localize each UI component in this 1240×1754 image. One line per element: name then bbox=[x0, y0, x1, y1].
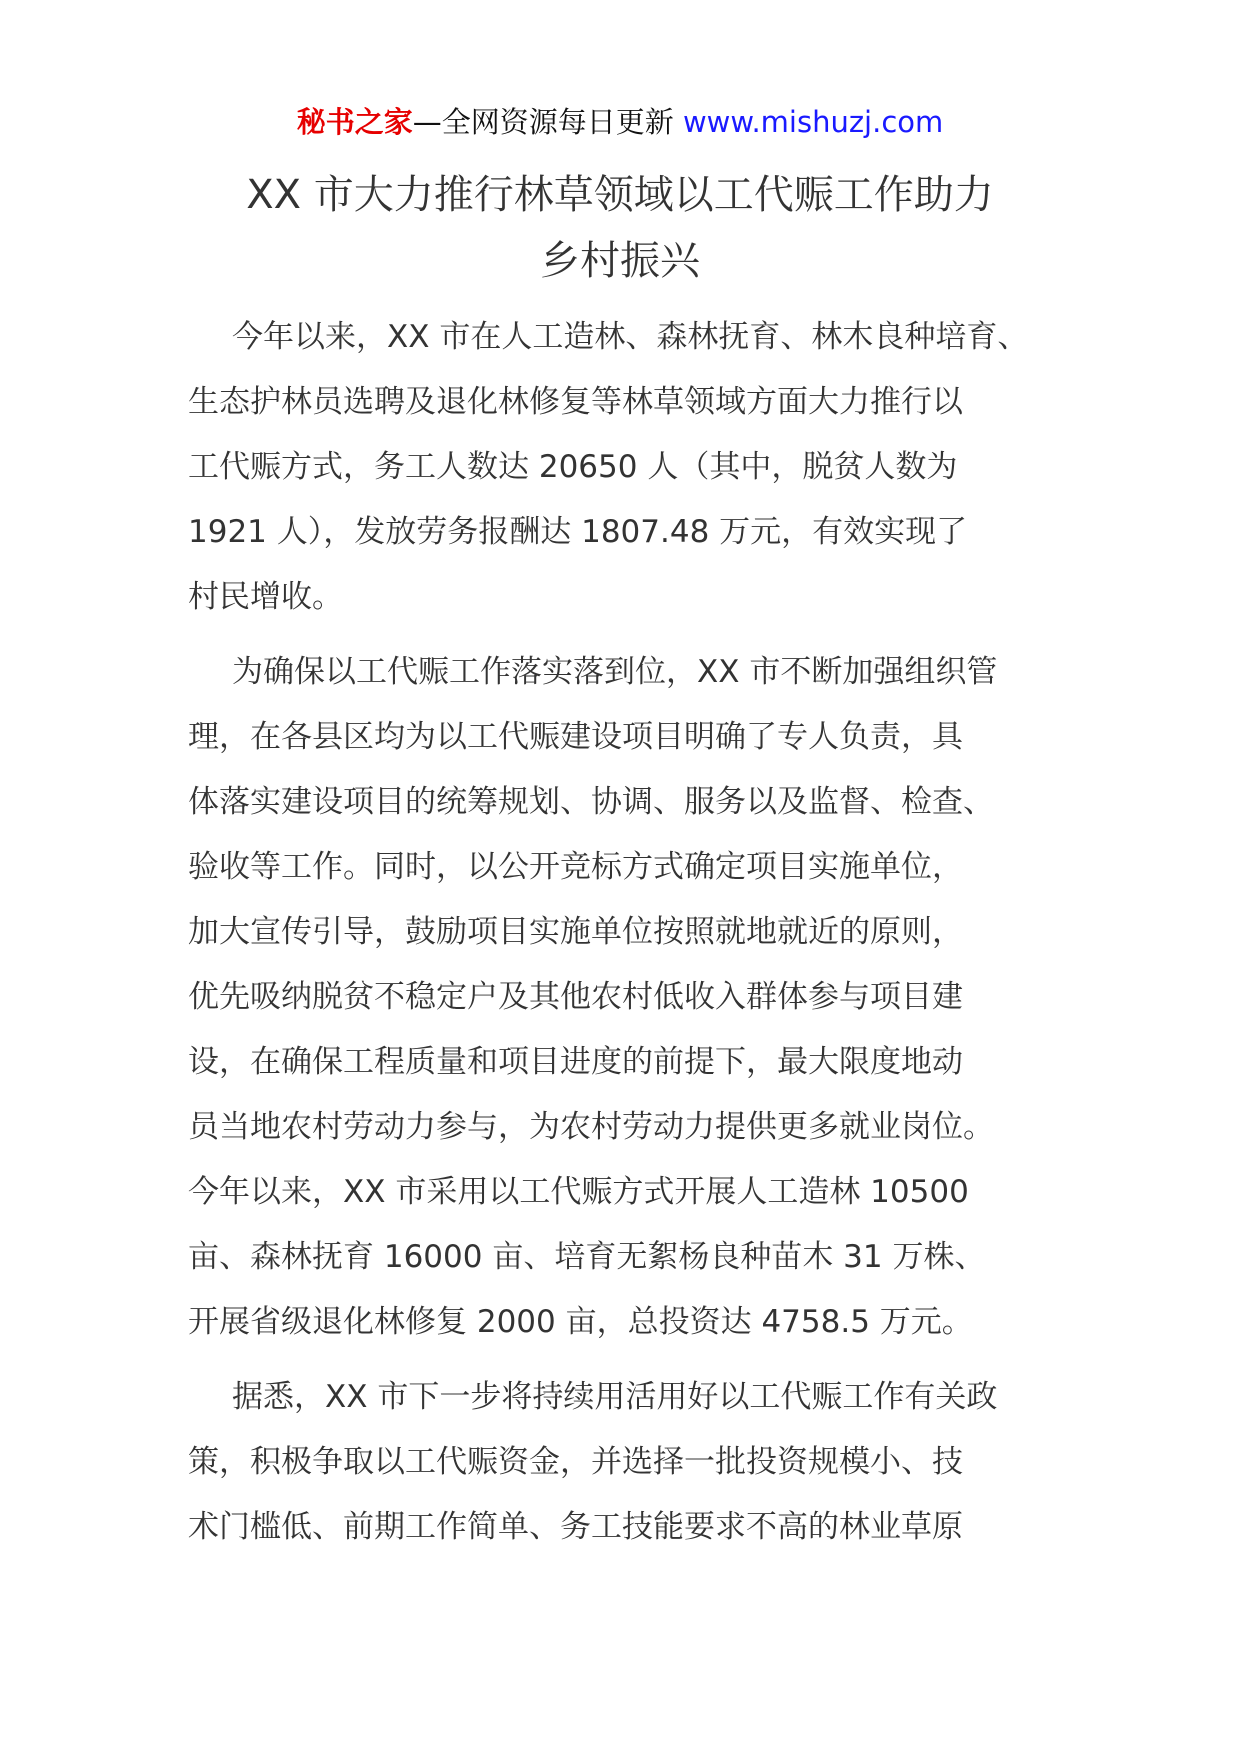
text-line: 员当地农村劳动力参与，为农村劳动力提供更多就业岗位。 bbox=[188, 1109, 994, 1145]
paragraph-1 bbox=[188, 305, 1068, 630]
text-line: 加大宣传引导，鼓励项目实施单位按照就地就近的原则， bbox=[188, 914, 963, 950]
text-line: 工代赈方式，务工人数达 20650 人（其中，脱贫人数为 bbox=[188, 449, 958, 485]
title-line-2: 乡村振兴 bbox=[540, 238, 700, 284]
text-line: 今年以来，XX 市在人工造林、森林抚育、林木良种培育、 bbox=[232, 319, 1029, 355]
document-body bbox=[188, 305, 1068, 1570]
banner-slogan: —全网资源每日更新 bbox=[412, 105, 674, 139]
text-line: 策，积极争取以工代赈资金，并选择一批投资规模小、技 bbox=[188, 1444, 963, 1480]
text-line: 今年以来，XX 市采用以工代赈方式开展人工造林 10500 bbox=[188, 1174, 969, 1210]
text-line: 为确保以工代赈工作落实落到位，XX 市不断加强组织管 bbox=[232, 654, 998, 690]
header-banner bbox=[0, 100, 1240, 144]
text-line: 优先吸纳脱贫不稳定户及其他农村低收入群体参与项目建 bbox=[188, 979, 963, 1015]
paragraph-2 bbox=[188, 640, 1068, 1355]
text-line: 生态护林员选聘及退化林修复等林草领域方面大力推行以 bbox=[188, 384, 963, 420]
text-line: 设，在确保工程质量和项目进度的前提下，最大限度地动 bbox=[188, 1044, 963, 1080]
text-line: 理，在各县区均为以工代赈建设项目明确了专人负责，具 bbox=[188, 719, 963, 755]
title-line-1: XX 市大力推行林草领域以工代赈工作助力 bbox=[246, 172, 994, 218]
text-line: 体落实建设项目的统筹规划、协调、服务以及监督、检查、 bbox=[188, 784, 994, 820]
banner-brand: 秘书之家 bbox=[296, 105, 413, 139]
text-line: 据悉，XX 市下一步将持续用活用好以工代赈工作有关政 bbox=[232, 1379, 998, 1415]
document-title bbox=[140, 162, 1100, 294]
text-line: 村民增收。 bbox=[188, 579, 343, 615]
text-line: 开展省级退化林修复 2000 亩，总投资达 4758.5 万元。 bbox=[188, 1304, 973, 1340]
text-line: 验收等工作。同时，以公开竞标方式确定项目实施单位， bbox=[188, 849, 963, 885]
text-line: 亩、森林抚育 16000 亩、培育无絮杨良种苗木 31 万株、 bbox=[188, 1239, 986, 1275]
text-line: 术门槛低、前期工作简单、务工技能要求不高的林业草原 bbox=[188, 1509, 963, 1545]
banner-url[interactable]: www.mishuzj.com bbox=[682, 105, 944, 139]
paragraph-3 bbox=[188, 1365, 1068, 1560]
text-line: 1921 人），发放劳务报酬达 1807.48 万元，有效实现了 bbox=[188, 514, 968, 550]
